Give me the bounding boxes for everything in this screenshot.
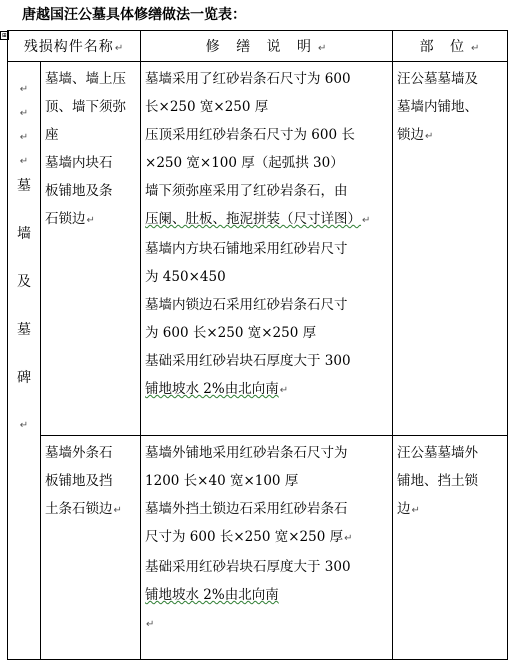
table-move-handle-icon[interactable]: ⊞ <box>1 32 8 39</box>
table-row <box>8 436 508 660</box>
component-cell: 墓墙外条石 板铺地及挡 土条石锁边↵ <box>41 436 141 660</box>
group-char: 墙 <box>17 226 31 242</box>
group-char: 及 <box>17 274 31 290</box>
location-cell: 汪公墓墓墙外 铺地、挡土锁 边↵ <box>393 436 508 660</box>
component-cell: 墓墙、墙上压 顶、墙下须弥 座 墓墙内块石 板铺地及条 石锁边↵ <box>41 62 141 436</box>
description-cell: 墓墙采用了红砂岩条石尺寸为 600 长×250 宽×250 厚 压顶采用红砂岩条石尺寸为 600 长 ×250 宽×100 厚（起弧拱 30） 墙下须弥座采用了红砂岩条石，由 压阑、肚板、拖泥拼装（尺寸详图）↵ 墓墙内方块石铺地采用红砂岩尺寸 为 450×450 墓墙内锁边石采用红砂岩条石尺寸 为 600 长×250 宽×250 厚 基础采用红砂岩块石厚度大于 300 铺地坡水 2%由北向南↵ <box>141 62 393 436</box>
table-row <box>8 62 508 436</box>
location-cell: 汪公墓墓墙及 墓墙内铺地、 锁边↵ <box>393 62 508 436</box>
header-component-name: 残损构件名称↵ <box>8 31 141 62</box>
repair-table <box>7 30 508 660</box>
group-char: 墓 <box>17 322 31 338</box>
header-location: 部 位↵ <box>393 31 508 62</box>
group-label-cell: ↵ ↵ ↵ ↵ 墓 墙 及 墓 碑 ↵ <box>8 62 41 660</box>
header-row <box>8 31 508 62</box>
group-char: 碑 <box>17 370 31 386</box>
description-cell: 墓墙外铺地采用红砂岩条石尺寸为 1200 长×40 宽×100 厚 墓墙外挡土锁边石采用红砂岩条石 尺寸为 600 长×250 宽×250 厚↵ 基础采用红砂岩块石厚度大于 300 铺地坡水 2%由北向南 ↵ <box>141 436 393 660</box>
document-title: 唐越国汪公墓具体修缮做法一览表： <box>22 7 246 23</box>
group-char: 墓 <box>17 178 31 194</box>
header-repair-description: 修 缮 说 明↵ <box>141 31 393 62</box>
